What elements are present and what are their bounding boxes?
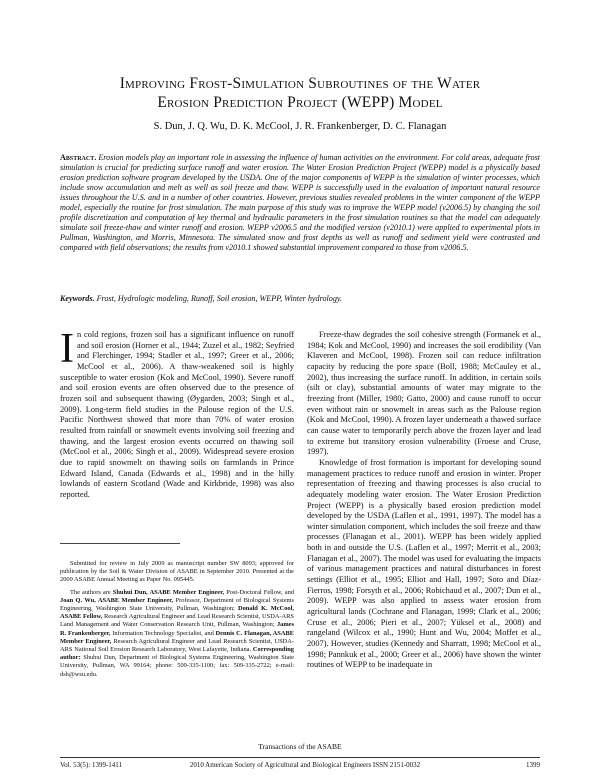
keywords — [60, 294, 540, 303]
abstract-text: Erosion models play an important role in assessing the influence of human activities on the environment. For cold areas, adequate frost simulation is crucial for predicting surface runoff and water erosion. The Water Erosion Prediction Project (WEPP) model is a physically based erosion prediction software program developed by the USDA. One of the major components of WEPP is the simulation of winter processes, which include snow accumulation and melt as well as soil freeze and thaw. WEPP is successfully used in the evaluation of important natural resource issues throughout the U.S. and in a number of other countries. However, previous studies revealed problems in the winter component of the WEPP model, especially the routine for frost simulation. The main purpose of this study was to improve the WEPP model (v2006.5) by changing the soil profile discretization and computation of key thermal and hydraulic parameters in the frost simulation routines so that the model can adequately simulate soil freeze-thaw and winter runoff and erosion. WEPP v2006.5 and the modified version (v2010.1) were applied to experimental plots in Pullman, Washington, and Morris, Minnesota. The simulated snow and frost depths as well as runoff and sediment yield were contrasted and compared with field observations; the results from v2010.1 showed substantial improvement compared to those from v2006.5. — [60, 153, 540, 253]
footnote — [60, 560, 294, 683]
fn-corresponding-label: Corresponding author: — [60, 646, 294, 662]
fn-author-3-affil: Research Agricultural Engineer and Lead Research Scientist, USDA-ARS Land Management and Water Conservation Research Unit, Pullman, Washington; — [60, 613, 294, 629]
fn-author-1: Shuhui Dun, ASABE Member Engineer, — [112, 588, 225, 596]
footer-journal-name: Transactions of the ASABE — [258, 742, 342, 751]
paper-title — [60, 74, 540, 112]
body-column-left — [60, 326, 294, 520]
fn-author-2-affil: Professor, Department of Biological Systems Engineering, Washington State University, Pullman, Washington; — [60, 596, 294, 613]
title-line-2: Erosion Prediction Project (WEPP) Model — [157, 94, 443, 111]
intro-paragraph — [60, 326, 294, 501]
fn-author-2: Joan Q. Wu, ASABE Member Engineer, — [60, 596, 174, 604]
body-paragraph-frost-knowledge: Knowledge of frost formation is important for developing sound management practices to reduce runoff and erosion in winter. Proper representation of freezing and thawing processes is also crucial to adequately modeling water erosion. The Water Erosion Prediction Project (WEPP) is a physically based erosion prediction model developed by the USDA (Laflen et al., 1991, 1997). The model has a winter simulation component, which includes the soil freeze and thaw processes (Flanagan et al., 2001). WEPP has been widely applied both in and outside the U.S. (Laflen et al., 1997; Merrit et al., 2003; Flanagan et al., 2007). The model was used for evaluating the impacts of various management practices and natural disturbances in forest settings (Elliot et al., 1995; Elliot and Hall, 1997; Soto and Díaz-Fierros, 1998; Forsyth et al., 2006; Robichaud et al., 2007; Dun et al., 2009). WEPP was also applied to assess water erosion from agricultural lands (Cochrane and Flanagan, 1999; Clark et al., 2006; Cruse et al., 2006; Pieri et al., 2007; Yüksel et al., 2008) and rangeland (Wilcox et al., 1990; Hunt and Wu, 2004; Moffet et al., 2007). However, studies (Kennedy and Sharratt, 1998; McCool et al., 1998; Pannkuk et al., 2000; Greer et al., 2006) have shown the winter routines of WEPP to be inadequate in — [307, 457, 541, 670]
fn-author-5: Dennis C. Flanagan, ASABE Member Engineer, — [60, 629, 294, 645]
fn-author-1-affil: Post-Doctoral Fellow, and — [224, 588, 295, 596]
fn-author-5-affil: Research Agricultural Engineer and Lead Research Scientist, USDA-ARS National Soil Erosion Research Laboratory, West Lafayette, Indiana. — [60, 637, 294, 654]
keywords-label: Keywords. — [60, 294, 95, 303]
footnote-authors — [60, 589, 294, 679]
body-column-right — [307, 330, 541, 758]
body-paragraph-freeze-thaw: Freeze-thaw degrades the soil cohesive strength (Formanek et al., 1984; Kok and McCool, 1990) and increases the soil erodibility (Van Klaveren and McCool, 1998). Frozen soil can reduce infiltration capacity by reducing the pore space (Boll, 1988; McCauley et al., 2002), thus increasing the surface runoff. In addition, in certain soils (silt or clay), substantial amounts of water may migrate to the freezing front (Miller, 1980; Gatto, 2000) and cause runoff to occur even without rain or snowmelt in areas such as the Palouse region (Kok and McCool, 1990). A frozen layer underneath a thawed surface can cause water to temporarily perch above the frozen layer and lead to extreme but transitory erosion vulnerability (Froese and Cruse, 1997). — [307, 330, 541, 457]
fn-author-4-affil: Information Technology Specialist, and — [110, 629, 216, 637]
footnote-rule — [60, 543, 180, 544]
footnote-submission: Submitted for review in July 2009 as manuscript number SW 8093; approved for publication by the Soil & Water Division of ASABE in September 2010. Presented at the 2009 ASABE Annual Meeting as Paper No. 095445. — [60, 560, 294, 584]
footer-rule — [60, 757, 540, 758]
drop-cap: I — [60, 326, 74, 372]
footer-volume: Vol. 53(5): 1399-1411 — [60, 761, 123, 769]
abstract-label: Abstract. — [60, 153, 97, 162]
footer-page-number: 1399 — [526, 761, 540, 769]
keywords-text: Frost, Hydrologic modeling, Runoff, Soil erosion, WEPP, Winter hydrology. — [96, 294, 343, 303]
author-list: S. Dun, J. Q. Wu, D. K. McCool, J. R. Frankenberger, D. C. Flanagan — [153, 121, 447, 132]
fn-intro: The authors are — [70, 588, 113, 596]
title-line-1: Improving Frost-Simulation Subroutines of the Water — [119, 75, 481, 92]
footer-copyright: 2010 American Society of Agricultural and Biological Engineers ISSN 2151-0032 — [189, 761, 421, 769]
fn-author-3: Donald K. McCool, ASABE Fellow, — [60, 605, 294, 621]
intro-text: n cold regions, frozen soil has a significant influence on runoff and soil erosion (Horner et al., 1944; Zuzel et al., 1982; Seyfried and Flerchinger, 1994; Stadler et al., 1997; Greer et al., 2006; McCool et al., 2006). A thaw-weakened soil is highly susceptible to water erosion (Kok and McCool, 1990). Severe runoff and soil erosion events are often observed due to the presence of frozen soil and subsequent thawing (Øygarden, 2003; Singh et al., 2009). Long-term field studies in the Palouse region of the U.S. Pacific Northwest showed that more than 70% of water erosion resulted from rainfall or snowmelt events involving soil freezing and thawing, and the largest erosion events occurred on thawing soil (McCool et al., 2006; Singh et al., 2009). Widespread severe erosion due to rapid snowmelt on thawing soils on farmlands in Prince Edward Island, Canada (Edwards et al., 1998) and in the hilly lowlands of eastern Scotland (Wade and Kirkbride, 1998) was also reported. — [60, 330, 294, 499]
fn-corresponding-text: Shuhui Dun, Department of Biological Systems Engineering, Washington State University, Pullman, WA 99164; phone: 509-335-1100; fax: 509-335-2722; e-mail: dsh@wsu.edu. — [60, 654, 294, 678]
abstract — [60, 153, 540, 253]
fn-author-4: James R. Frankenberger, — [60, 621, 294, 637]
